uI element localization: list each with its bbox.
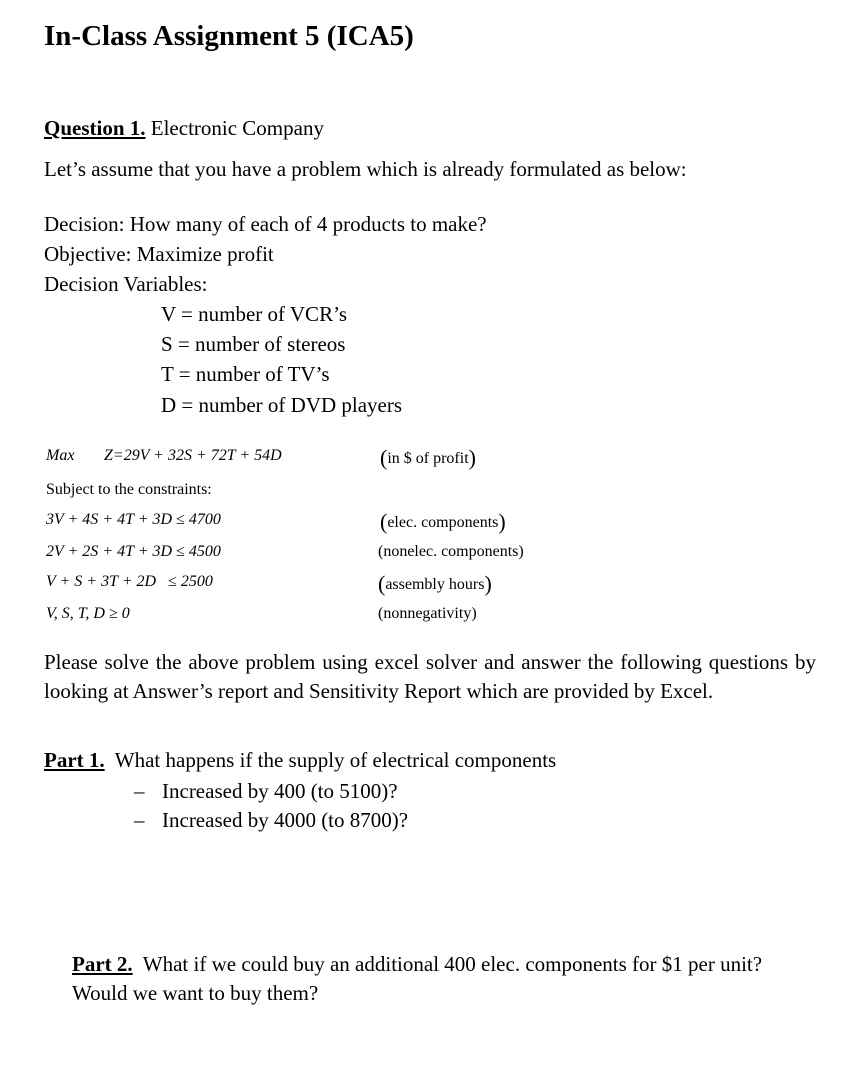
question-1-heading: [44, 116, 324, 141]
objective-note: (in $ of profit): [380, 445, 476, 470]
dash-bullet: –: [134, 808, 145, 832]
constraint-assembly: V + S + 3T + 2D ≤ 2500: [46, 573, 213, 590]
objective-line: Objective: Maximize profit: [44, 242, 274, 266]
dash-bullet: –: [134, 779, 145, 803]
constraint-elec-note-text: elec. components: [387, 514, 499, 531]
page-title: In-Class Assignment 5 (ICA5): [44, 20, 414, 52]
decision-line: Decision: How many of each of 4 products to make?: [44, 212, 487, 236]
part-2-text: What if we could buy an additional 400 elec. components for $1 per unit? Would we want to buy them?: [72, 952, 773, 1005]
part-2-paragraph: [72, 950, 816, 1008]
constraint-nonelec-note: (nonelec. components): [378, 543, 524, 560]
variable-v: V = number of VCR’s: [161, 302, 348, 326]
constraint-nonnegativity-note: (nonnegativity): [378, 605, 477, 622]
max-label: Max: [46, 447, 75, 464]
subject-to-label: Subject to the constraints:: [46, 481, 212, 498]
instructions-paragraph: Please solve the above problem using excel solver and answer the following questions by looking at Answer’s report and Sensitivity Report which are provided by Excel.: [44, 650, 816, 703]
question-1-intro: Let’s assume that you have a problem which is already formulated as below:: [44, 157, 687, 181]
question-1-name: Electronic Company: [145, 116, 324, 140]
part-1-heading: [44, 748, 556, 773]
variables-heading: Decision Variables:: [44, 272, 208, 296]
objective-note-text: in $ of profit: [387, 450, 469, 467]
constraint-nonnegativity: V, S, T, D ≥ 0: [46, 605, 130, 622]
constraint-assembly-note: (assembly hours): [378, 571, 492, 596]
part-1-item: [134, 779, 398, 804]
part-1-text: What happens if the supply of electrical components: [104, 748, 557, 772]
part-2-label: Part 2.: [72, 952, 133, 976]
question-1-label: Question 1.: [44, 116, 146, 140]
part-1-item: [134, 808, 408, 833]
variable-s: S = number of stereos: [161, 332, 346, 356]
constraint-elec-note: (elec. components): [380, 509, 506, 534]
part-1-item-text: Increased by 4000 (to 8700)?: [162, 808, 409, 832]
part-1-label: Part 1.: [44, 748, 105, 772]
constraint-elec: 3V + 4S + 4T + 3D ≤ 4700: [46, 511, 221, 528]
constraint-assembly-note-text: assembly hours: [385, 576, 485, 593]
part-1-item-text: Increased by 400 (to 5100)?: [162, 779, 398, 803]
variable-d: D = number of DVD players: [161, 393, 403, 417]
variable-t: T = number of TV’s: [161, 362, 330, 386]
constraint-nonelec: 2V + 2S + 4T + 3D ≤ 4500: [46, 543, 221, 560]
objective-function: Z=29V + 32S + 72T + 54D: [104, 447, 282, 464]
